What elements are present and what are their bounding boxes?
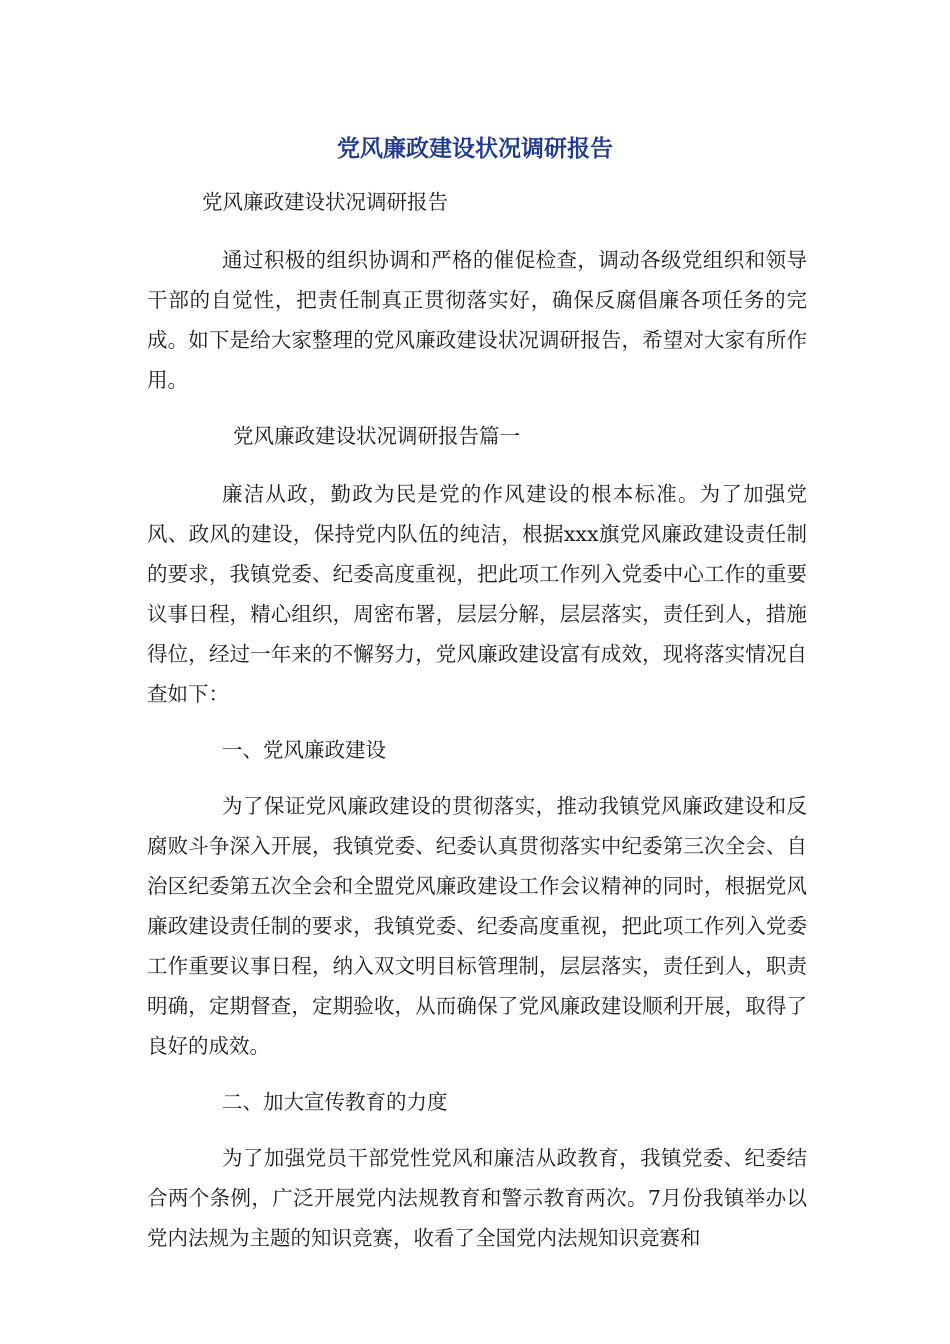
section-2-heading: 二、加大宣传教育的力度	[222, 1090, 448, 1114]
section-1-paragraph: 为了保证党风廉政建设的贯彻落实，推动我镇党风廉政建设和反腐败斗争深入开展，我镇党委、纪委认真贯彻落实中纪委第三次全会、自治区纪委第五次全会和全盟党风廉政建设工作会议精神的同时，根据党风廉政建设责任制的要求，我镇党委、纪委高度重视，把此项工作列入党委工作重要议事日程，纳入双文明目标管理制，层层落实，责任到人，职责明确，定期督查，定期验收，从而确保了党风廉政建设顺利开展，取得了良好的成效。	[147, 794, 807, 1058]
document-title: 党风廉政建设状况调研报告	[337, 136, 613, 162]
document-body	[147, 182, 807, 1274]
paragraph-1: 廉洁从政，勤政为民是党的作风建设的根本标准。为了加强党风、政风的建设，保持党内队伍的纯洁，根据xxx旗党风廉政建设责任制的要求，我镇党委、纪委高度重视，把此项工作列入党委中心工作的重要议事日程，精心组织，周密布署，层层分解，层层落实，责任到人，措施得位，经过一年来的不懈努力，党风廉政建设富有成效，现将落实情况自查如下：	[147, 482, 807, 706]
intro-paragraph: 通过积极的组织协调和严格的催促检查，调动各级党组织和领导干部的自觉性，把责任制真正贯彻落实好，确保反腐倡廉各项任务的完成。如下是给大家整理的党风廉政建设状况调研报告，希望对大家有所作用。	[147, 248, 807, 392]
chapter-title: 党风廉政建设状况调研报告篇一	[233, 424, 520, 448]
section-1-heading: 一、党风廉政建设	[222, 738, 386, 762]
section-2-paragraph: 为了加强党员干部党性党风和廉洁从政教育，我镇党委、纪委结合两个条例，广泛开展党内法规教育和警示教育两次。7月份我镇举办以党内法规为主题的知识竞赛，收看了全国党内法规知识竞赛和	[147, 1146, 807, 1250]
document-subtitle: 党风廉政建设状况调研报告	[202, 190, 448, 214]
